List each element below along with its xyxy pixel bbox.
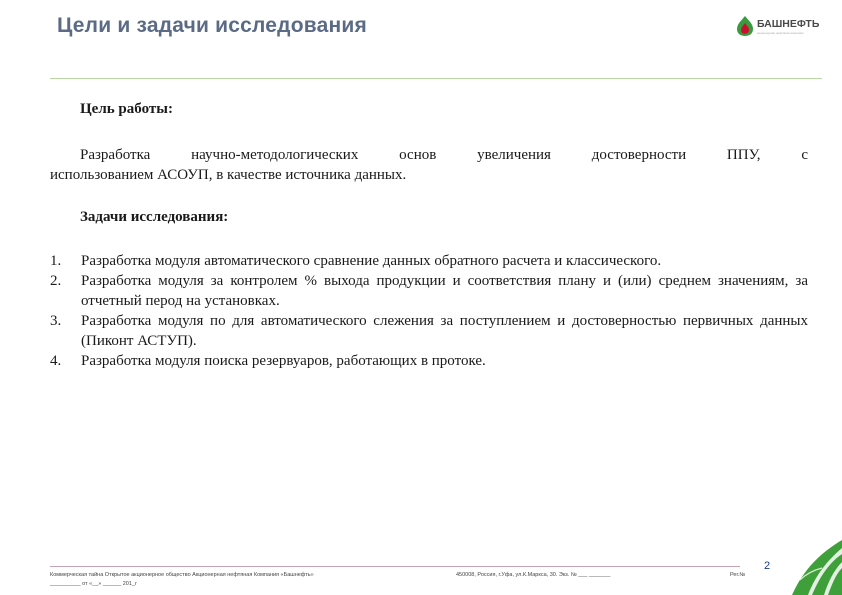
tasks-list (50, 251, 808, 371)
logo-tagline: акционерная нефтяная компания (757, 31, 804, 35)
goal-text (50, 145, 808, 185)
slide-title: Цели и задачи исследования (57, 14, 367, 37)
footer-divider (50, 566, 740, 567)
footer-confidential: Коммерческая тайна Открытое акционерное общество Акционерная нефтяная Компания «Башнефть» (50, 572, 314, 578)
task-text: Разработка модуля поиска резервуаров, работающих в протоке. (81, 353, 486, 369)
task-item (50, 251, 808, 271)
bashneft-logo (735, 15, 827, 41)
task-text: Разработка модуля по для автоматического слежения за поступлением и достоверностью первичных данных (Пиконт АСТУП). (81, 313, 808, 349)
tasks-heading: Задачи исследования: (80, 209, 229, 225)
task-number: 4. (50, 353, 62, 369)
task-text: Разработка модуля за контролем % выхода продукции и соответствия плану и (или) среднем значениям, за отчетный перод на установках. (81, 273, 808, 309)
corner-leaf-decoration-icon (770, 540, 842, 595)
task-number: 2. (50, 273, 62, 289)
header-divider (50, 78, 822, 79)
footer-confidential-date: __________ от «__» ______ 201_г (50, 581, 137, 587)
logo-wordmark: БАШНЕФТЬ (757, 18, 820, 30)
footer-reg-number: Рег.№ (730, 572, 746, 578)
task-number: 3. (50, 313, 62, 329)
goal-heading: Цель работы: (80, 101, 173, 117)
task-text: Разработка модуля автоматического сравнение данных обратного расчета и классического. (81, 253, 662, 269)
page-number: 2 (764, 560, 771, 572)
goal-text-line-1: Разработка научно-методологических основ увеличения достоверности ППУ, с (80, 147, 808, 163)
task-item (50, 271, 808, 311)
task-item (50, 311, 808, 351)
logo-drop-icon (735, 15, 755, 37)
task-number: 1. (50, 253, 62, 269)
footer-address: 450008, Россия, г.Уфа, ул.К.Маркса, 30. Экз. № ___ _______ (456, 572, 611, 578)
goal-text-line-2: использованием АСОУП, в качестве источника данных. (50, 167, 407, 183)
task-item (50, 351, 808, 371)
